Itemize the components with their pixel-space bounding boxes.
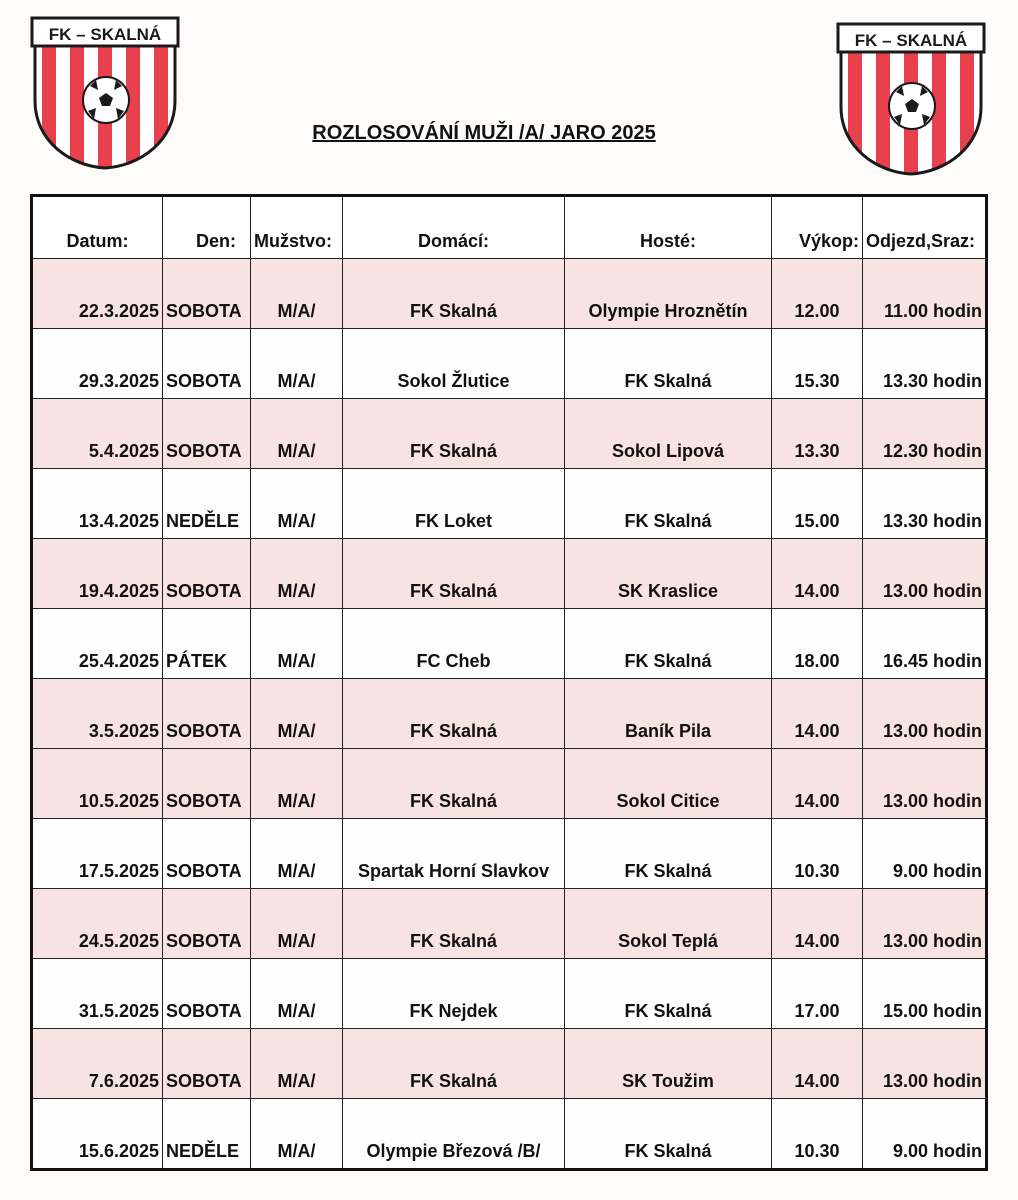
cell-guest: Sokol Citice [565,749,772,819]
cell-home: Spartak Horní Slavkov [343,819,565,889]
cell-day: SOBOTA [163,259,251,329]
table-row [32,889,987,959]
cell-kickoff: 13.30 [772,399,863,469]
cell-date: 17.5.2025 [32,819,163,889]
cell-guest: FK Skalná [565,609,772,679]
cell-guest: Sokol Lipová [565,399,772,469]
cell-kickoff: 15.30 [772,329,863,399]
table-row [32,399,987,469]
cell-guest: FK Skalná [565,469,772,539]
cell-meet: 9.00 hodin [863,1099,987,1170]
cell-kickoff: 17.00 [772,959,863,1029]
cell-date: 19.4.2025 [32,539,163,609]
cell-day: PÁTEK [163,609,251,679]
cell-day: NEDĚLE [163,1099,251,1170]
table-row [32,329,987,399]
cell-day: SOBOTA [163,679,251,749]
cell-guest: Sokol Teplá [565,889,772,959]
cell-meet: 13.00 hodin [863,1029,987,1099]
cell-date: 25.4.2025 [32,609,163,679]
cell-meet: 13.00 hodin [863,539,987,609]
cell-team: M/A/ [251,1099,343,1170]
cell-day: SOBOTA [163,1029,251,1099]
header-date: Datum: [32,196,163,259]
cell-day: SOBOTA [163,959,251,1029]
cell-day: SOBOTA [163,889,251,959]
cell-team: M/A/ [251,679,343,749]
cell-day: SOBOTA [163,749,251,819]
cell-home: FK Loket [343,469,565,539]
cell-day: SOBOTA [163,819,251,889]
cell-meet: 11.00 hodin [863,259,987,329]
schedule-table [30,194,988,1171]
cell-home: FK Nejdek [343,959,565,1029]
table-row [32,259,987,329]
cell-kickoff: 12.00 [772,259,863,329]
cell-guest: SK Toužim [565,1029,772,1099]
cell-team: M/A/ [251,959,343,1029]
cell-home: FK Skalná [343,749,565,819]
club-logo-left [30,16,180,171]
cell-date: 22.3.2025 [32,259,163,329]
cell-day: SOBOTA [163,399,251,469]
cell-home: FK Skalná [343,259,565,329]
cell-guest: Olympie Hroznětín [565,259,772,329]
cell-team: M/A/ [251,889,343,959]
table-row [32,1099,987,1170]
cell-meet: 13.30 hodin [863,329,987,399]
cell-meet: 9.00 hodin [863,819,987,889]
cell-day: NEDĚLE [163,469,251,539]
cell-meet: 13.00 hodin [863,679,987,749]
cell-date: 24.5.2025 [32,889,163,959]
cell-team: M/A/ [251,609,343,679]
cell-team: M/A/ [251,329,343,399]
cell-team: M/A/ [251,1029,343,1099]
header-home: Domácí: [343,196,565,259]
cell-home: FK Skalná [343,679,565,749]
club-crest-icon [30,16,180,171]
cell-team: M/A/ [251,539,343,609]
logo-text: FK – SKALNÁ [854,31,968,50]
cell-kickoff: 10.30 [772,819,863,889]
table-row [32,749,987,819]
cell-team: M/A/ [251,399,343,469]
cell-home: FK Skalná [343,1029,565,1099]
header-guest: Hosté: [565,196,772,259]
cell-kickoff: 10.30 [772,1099,863,1170]
cell-kickoff: 14.00 [772,1029,863,1099]
table-row [32,959,987,1029]
cell-date: 31.5.2025 [32,959,163,1029]
cell-home: FC Cheb [343,609,565,679]
cell-date: 13.4.2025 [32,469,163,539]
cell-date: 3.5.2025 [32,679,163,749]
cell-meet: 16.45 hodin [863,609,987,679]
club-logo-right [836,22,986,177]
cell-date: 7.6.2025 [32,1029,163,1099]
cell-meet: 13.30 hodin [863,469,987,539]
cell-home: FK Skalná [343,399,565,469]
cell-guest: FK Skalná [565,329,772,399]
table-header-row [32,196,987,259]
cell-home: Sokol Žlutice [343,329,565,399]
cell-home: FK Skalná [343,889,565,959]
table-row [32,1029,987,1099]
cell-home: FK Skalná [343,539,565,609]
cell-date: 29.3.2025 [32,329,163,399]
table-row [32,819,987,889]
cell-team: M/A/ [251,259,343,329]
cell-kickoff: 15.00 [772,469,863,539]
cell-meet: 12.30 hodin [863,399,987,469]
table-row [32,539,987,609]
cell-kickoff: 14.00 [772,889,863,959]
cell-date: 15.6.2025 [32,1099,163,1170]
cell-guest: FK Skalná [565,959,772,1029]
cell-kickoff: 14.00 [772,749,863,819]
header-kickoff: Výkop: [772,196,863,259]
page-title: ROZLOSOVÁNÍ MUŽI /A/ JARO 2025 [312,122,656,144]
header-meet: Odjezd,Sraz: [863,196,987,259]
header-day: Den: [163,196,251,259]
cell-home: Olympie Březová /B/ [343,1099,565,1170]
cell-kickoff: 18.00 [772,609,863,679]
cell-kickoff: 14.00 [772,539,863,609]
cell-guest: Baník Pila [565,679,772,749]
cell-meet: 13.00 hodin [863,749,987,819]
cell-date: 10.5.2025 [32,749,163,819]
cell-meet: 15.00 hodin [863,959,987,1029]
cell-guest: SK Kraslice [565,539,772,609]
cell-day: SOBOTA [163,539,251,609]
table-row [32,679,987,749]
cell-guest: FK Skalná [565,1099,772,1170]
cell-team: M/A/ [251,819,343,889]
header-team: Mužstvo: [251,196,343,259]
cell-team: M/A/ [251,469,343,539]
table-row [32,609,987,679]
cell-date: 5.4.2025 [32,399,163,469]
cell-guest: FK Skalná [565,819,772,889]
cell-team: M/A/ [251,749,343,819]
cell-meet: 13.00 hodin [863,889,987,959]
logo-text: FK – SKALNÁ [48,25,162,44]
cell-kickoff: 14.00 [772,679,863,749]
table-row [32,469,987,539]
club-crest-icon [836,22,986,177]
cell-day: SOBOTA [163,329,251,399]
